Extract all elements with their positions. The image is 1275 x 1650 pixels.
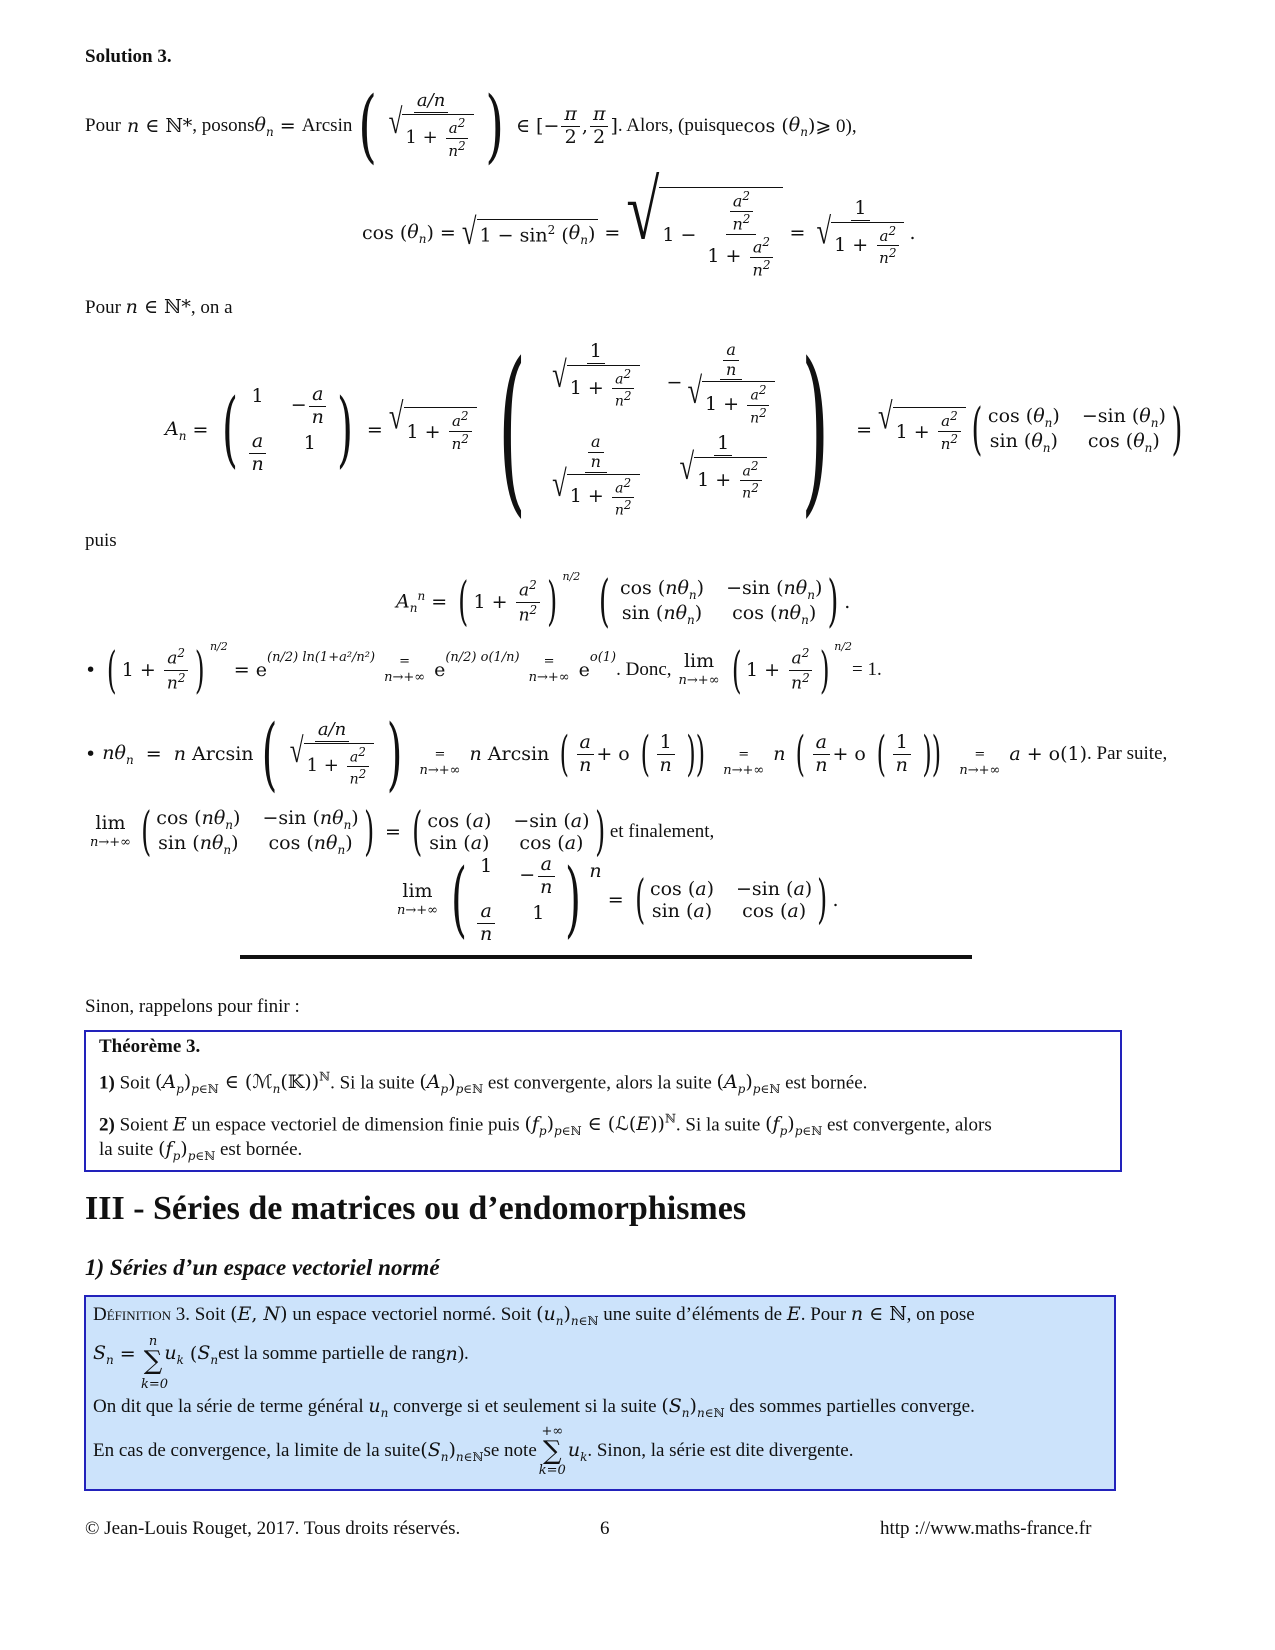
- paragraph-on-a: Pour n ∈ ℕ*, on a: [85, 296, 233, 318]
- theorem-item-2: 2) Soient E un espace vectoriel de dimension finie puis $(f_p)_{p\in ℕ}$ ∈ (ℒ(E))$^ℕ$. Si la suite $(f_p)_{p\in ℕ}$ est convergente, alors: [99, 1112, 992, 1139]
- solution-end-rule: [240, 955, 972, 959]
- footer-url[interactable]: http ://www.maths-france.fr: [880, 1518, 1092, 1539]
- definition-line-3: On dit que la série de terme général $u_n$ converge si et seulement si la suite $(S_n)_{n\in ℕ}$ des sommes partielles converge.: [93, 1395, 975, 1420]
- theorem-item-1: 1) Soit $(A_p)_{p\in ℕ}$ ∈ (ℳ$_n$(𝕂))$^ℕ$. Si la suite $(A_p)_{p\in ℕ}$ est convergente, alors la suite $(A_p)_{p\in ℕ}$ est bornée.: [99, 1070, 868, 1097]
- an-power-equation: $A_n^n$ = ( 1 + $\frac{a^2}{n^2}$ ) n/2 ( $\cos (n\theta_n)$ −sin $(n\theta_n)$ $\sin (n\theta_n)$ $\cos (n\theta_n)$ ) .: [396, 569, 851, 634]
- footer-copyright: © Jean-Louis Rouget, 2017. Tous droits réservés.: [85, 1518, 461, 1539]
- sinon-text: Sinon, rappelons pour finir :: [85, 996, 300, 1017]
- definition-line-1: Définition 3. Soit (E, N) un espace vectoriel normé. Soit $(u_n)_{n\in ℕ}$ une suite d’éléments de E. Pour n ∈ ℕ, on pose: [93, 1303, 975, 1328]
- definition-box: [84, 1295, 1116, 1491]
- cos-equation: cos ( $\theta_n$ ) = √ $1 - \sin^2$ ( $\theta_n$ ) = √ 1 − $\frac{a^2}{n^2}$ 1 + $\frac{a^2}{n^2}$ = 1 √ 1 + $\frac{a^2}{n^2}$ .: [362, 164, 916, 280]
- bullet-limit-power: • ( 1 + $\frac{a^2}{n^2}$ ) n/2 = e (n/2) ln(1+a²/n²) = n→+∞ e (n/2) o(1/n) = n→+∞ e o(1) . Donc, lim n→+∞ ( 1 + $\frac{a^2}{n^2}$ ) n/2 = 1.: [85, 640, 882, 699]
- section-title: III - Séries de matrices ou d’endomorphismes: [85, 1190, 747, 1227]
- definition-line-2: $S_n$ = n ∑ $u_k$ ( $S_n$ est la somme partielle de rang n ).: [93, 1333, 469, 1376]
- puis-text: puis: [85, 530, 117, 551]
- footer-page-number: 6: [600, 1518, 610, 1539]
- definition-theta-line: Pour n ∈ ℕ* , posons $\theta_n$ = Arcsin ( a/n √ 1 + $\frac{a^2}{n^2}$ ) ∈ [− $\frac{\pi}{2}$ , $\frac{\pi}{2}$ ] . Alors, (puisque cos ( $\theta_n$ ) ⩾ 0),: [85, 79, 857, 172]
- limit-rotation-line: lim n→+∞ ( $\cos (n\theta_n)$ −sin $(n\theta_n)$ $\sin (n\theta_n)$ $\cos (n\theta_n)$ ) = ( cos (a) −sin (a) sin (a) cos (a) ) et finalement,: [90, 802, 715, 862]
- subsection-title: 1) Séries d’un espace vectoriel normé: [85, 1255, 440, 1280]
- theorem-item-2-line-2: la suite $(f_p)_{p\in ℕ}$ est bornée.: [99, 1138, 303, 1163]
- sum-lower-index: k=0: [141, 1377, 169, 1392]
- theorem-title: Théorème 3.: [99, 1036, 201, 1057]
- theorem-box: [84, 1030, 1122, 1172]
- an-matrix-equation: $A_n$ = ( 1 − $\frac{a}{n}$ $\frac{a}{n}$ 1 ) = √ 1 + $\frac{a^2}{n^2}$ ( 1 √ 1 + $\frac{a^2}{n^2}$ − $\frac{a}{n}$ √ 1 + $\frac{a^2}{n^2}$ $\frac{a}{n}$ √ 1 + $\frac{a^2}{n^2}$ 1 √ 1 + $\frac{a^2}{n^2}$ ) = √ 1 + $\frac{a^2}{n^2}$ ( $\cos (\theta_n)$ −sin $(\theta_n)$ $\sin (\theta_n)$ $\cos (\theta_n)$ ): [165, 325, 1183, 534]
- solution-title: Solution 3.: [85, 46, 172, 67]
- definition-line-4: En cas de convergence, la limite de la suite $(S_n)_{n\in ℕ}$ se note +∞ ∑ k=0 $u_k$ . Sinon, la série est dite divergente.: [93, 1424, 854, 1478]
- bullet-n-theta: • $n\theta_n$ = n Arcsin ( a/n √ 1 + $\frac{a^2}{n^2}$ ) = n→+∞ n Arcsin ( $\frac{a}{n}$ + o ( $\frac{1}{n}$ )) = n→+∞ n ( $\frac{a}{n}$ + o ( $\frac{1}{n}$ )) = n→+∞ a + o(1) . Par suite,: [85, 707, 1168, 800]
- final-limit-equation: lim n→+∞ ( 1 − $\frac{a}{n}$ $\frac{a}{n}$ 1 ) n = ( cos (a) −sin (a) sin (a) cos (a) ) .: [397, 852, 839, 947]
